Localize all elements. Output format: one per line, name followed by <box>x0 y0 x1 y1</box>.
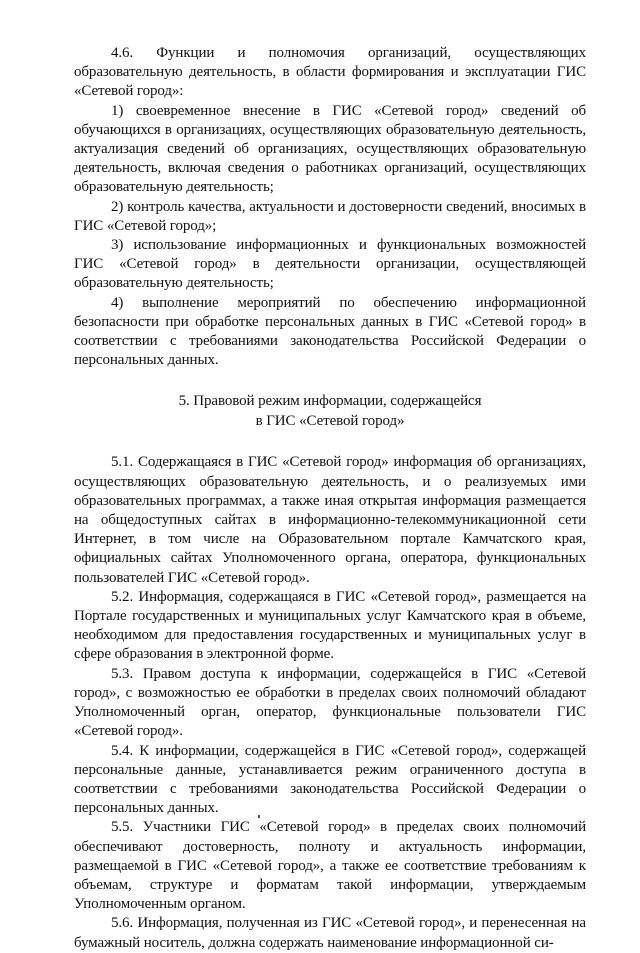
paragraph-5-6: 5.6. Информация, полученная из ГИС «Сетевой город», и перенесенная на бумажный носитель, должна содержать наименование информационной си- <box>74 915 586 951</box>
section-5-heading-line-1: 5. Правовой режим информации, содержащейся <box>178 393 482 410</box>
paragraph-5-4: 5.4. К информации, содержащейся в ГИС «Сетевой город», содержащей персональные данные, устанавливается режим ограниченного доступа в соответствии с требованиями законодательства Российской Федерации о персональных данных. <box>74 742 586 817</box>
paragraph-4-6: 4.6. Функции и полномочия организаций, осуществляющих образовательную деятельность, в области формирования и эксплуатации ГИС «Сетевой город»: <box>74 45 586 100</box>
paragraph-5-5: 5.5. Участники ГИС «Сетевой город» в пределах своих полномочий обеспечивают достоверность, полноту и актуальность информации, размещаемой в ГИС «Сетевой город», а также ее соответствие требованиям к объемам, структуре и форматам такой информации, утверждаемым Уполномоченным органом. <box>74 819 586 913</box>
list-item-4: 4) выполнение мероприятий по обеспечению информационной безопасности при обработке персональных данных в ГИС «Сетевой город» в соответствии с требованиями законодательства Российской Федерации о персональных данных. <box>74 294 586 369</box>
paragraph-5-3: 5.3. Правом доступа к информации, содержащейся в ГИС «Сетевой город», с возможностью ее обработки в пределах своих полномочий обладают Уполномоченный орган, оператор, функциональные пользователи ГИС «Сетевой город». <box>74 665 586 740</box>
list-item-1: 1) своевременное внесение в ГИС «Сетевой город» сведений об обучающихся в организациях, осуществляющих образовательную деятельность, актуализация сведений об организациях, осуществляющих образовательную деятельность, включая сведения о работниках организаций, осуществляющих образовательную деятельность; <box>74 102 586 196</box>
list-item-3: 3) использование информационных и функциональных возможностей ГИС «Сетевой город» в деятельности организации, осуществляющей образовательную деятельность; <box>74 237 586 292</box>
section-5-heading <box>74 392 586 431</box>
scan-speck <box>258 815 260 818</box>
document-page <box>74 44 586 953</box>
list-item-2: 2) контроль качества, актуальности и достоверности сведений, вносимых в ГИС «Сетевой город»; <box>74 198 586 234</box>
paragraph-5-2: 5.2. Информация, содержащаяся в ГИС «Сетевой город», размещается на Портале государственных и муниципальных услуг Камчатского края в объеме, необходимом для предоставления государственных и муниципальных услуг в сфере образования в электронной форме. <box>74 588 586 663</box>
section-5-heading-line-2: в ГИС «Сетевой город» <box>255 412 405 429</box>
paragraph-5-1: 5.1. Содержащаяся в ГИС «Сетевой город» информация об организациях, осуществляющих образовательную деятельность, и о реализуемых ими образовательных программах, а также иная открытая информация размещается на общедоступных сайтах в информационно-телекоммуникационной сети Интернет, в том числе на Образовательном портале Камчатского края, официальных сайтах Уполномоченного органа, оператора, функциональных пользователей ГИС «Сетевой город». <box>74 454 586 586</box>
